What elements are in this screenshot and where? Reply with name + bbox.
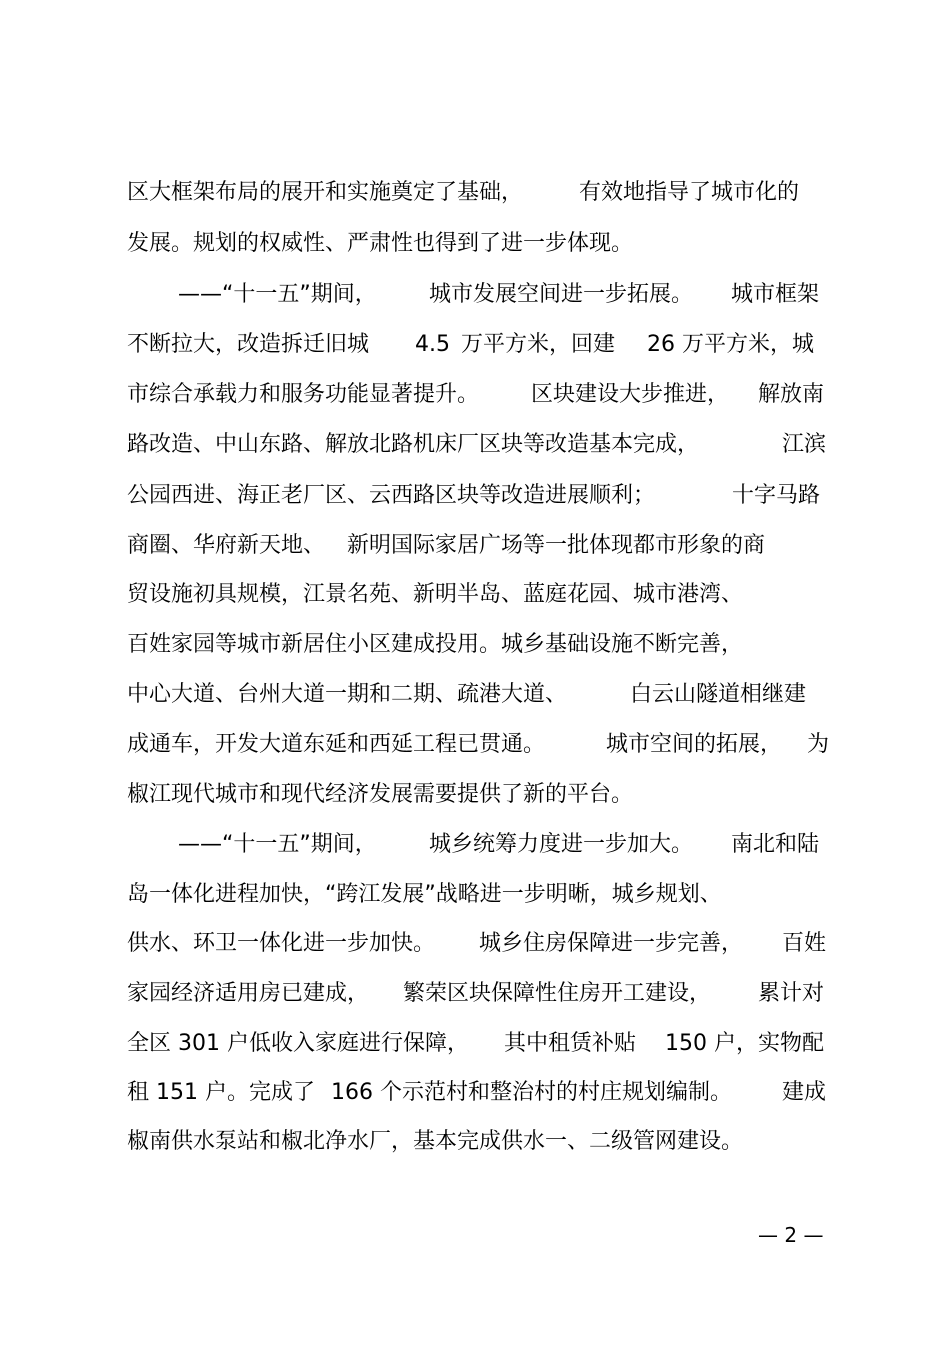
text-segment: 城市框架 <box>731 282 820 307</box>
text-segment: 白云山隧道相继建 <box>630 682 807 707</box>
text-segment: 百姓家园等城市新居住小区建成投用。城乡基础设施不断完善， <box>127 632 744 657</box>
text-segment: 发展。规划的权威性、严肃性也得到了进一步体现。 <box>127 231 634 256</box>
text-segment: 岛一体化进程加快，“跨江发展”战略进一步明晰，城乡规划、 <box>127 882 722 907</box>
text-segment: 市综合承载力和服务功能显著提升。 <box>127 382 480 407</box>
text-segment: 贸设施初具规模，江景名苑、新明半岛、蓝庭花园、城市港湾、 <box>127 582 744 607</box>
text-segment: 累计对 <box>758 981 825 1006</box>
text-segment: 城乡统筹力度进一步加大。 <box>429 832 694 857</box>
text-segment: 166 个示范村和整治村的村庄规划编制。 <box>331 1080 732 1105</box>
text-segment: 城市空间的拓展， <box>606 732 783 757</box>
text-segment: 椒南供水泵站和椒北净水厂，基本完成供水一、二级管网建设。 <box>127 1129 744 1154</box>
text-segment: 公园西进、海正老厂区、云西路区块等改造进展顺利； <box>127 483 656 508</box>
text-segment: ——“十一五”期间， <box>178 832 377 857</box>
text-segment: 有效地指导了城市化的 <box>579 180 800 205</box>
text-segment: 租 151 户。完成了 <box>127 1080 315 1105</box>
text-segment: 4.5 <box>415 332 450 357</box>
text-segment: 为 <box>807 732 830 757</box>
text-segment: 区大框架布局的展开和实施奠定了基础， <box>127 180 524 205</box>
text-segment: 十字马路 <box>732 483 821 508</box>
text-segment: 椒江现代城市和现代经济发展需要提供了新的平台。 <box>127 782 634 807</box>
text-segment: 不断拉大，改造拆迁旧城 <box>127 332 370 357</box>
text-segment: 建成 <box>782 1080 827 1105</box>
text-segment: 解放南 <box>758 382 825 407</box>
text-segment: 其中租赁补贴 <box>504 1031 637 1056</box>
text-segment: 新明国际家居广场等一批体现都市形象的商 <box>347 533 766 558</box>
text-segment: 路改造、中山东路、解放北路机床厂区块等改造基本完成， <box>127 432 700 457</box>
text-segment: 成通车，开发大道东延和西延工程已贯通。 <box>127 732 546 757</box>
text-segment: 全区 301 户低收入家庭进行保障， <box>127 1031 469 1056</box>
text-segment: 城市发展空间进一步拓展。 <box>429 282 694 307</box>
text-segment: 百姓 <box>782 931 827 956</box>
text-segment: 江滨 <box>782 432 827 457</box>
text-segment: 南北和陆 <box>731 832 820 857</box>
text-segment: 城乡住房保障进一步完善， <box>479 931 744 956</box>
text-segment: 繁荣区块保障性住房开工建设， <box>403 981 712 1006</box>
text-segment: 区块建设大步推进， <box>531 382 730 407</box>
text-segment: 26 万平方米，城 <box>647 332 814 357</box>
text-segment: 家园经济适用房已建成， <box>127 981 370 1006</box>
page-number: — 2 — <box>758 1223 824 1247</box>
text-segment: 万平方米，回建 <box>461 332 616 357</box>
text-segment: 供水、环卫一体化进一步加快。 <box>127 931 436 956</box>
text-segment: 150 户，实物配 <box>665 1031 824 1056</box>
text-segment: ——“十一五”期间， <box>178 282 377 307</box>
text-segment: 中心大道、台州大道一期和二期、疏港大道、 <box>127 682 568 707</box>
text-segment: 商圈、华府新天地、 <box>127 533 326 558</box>
